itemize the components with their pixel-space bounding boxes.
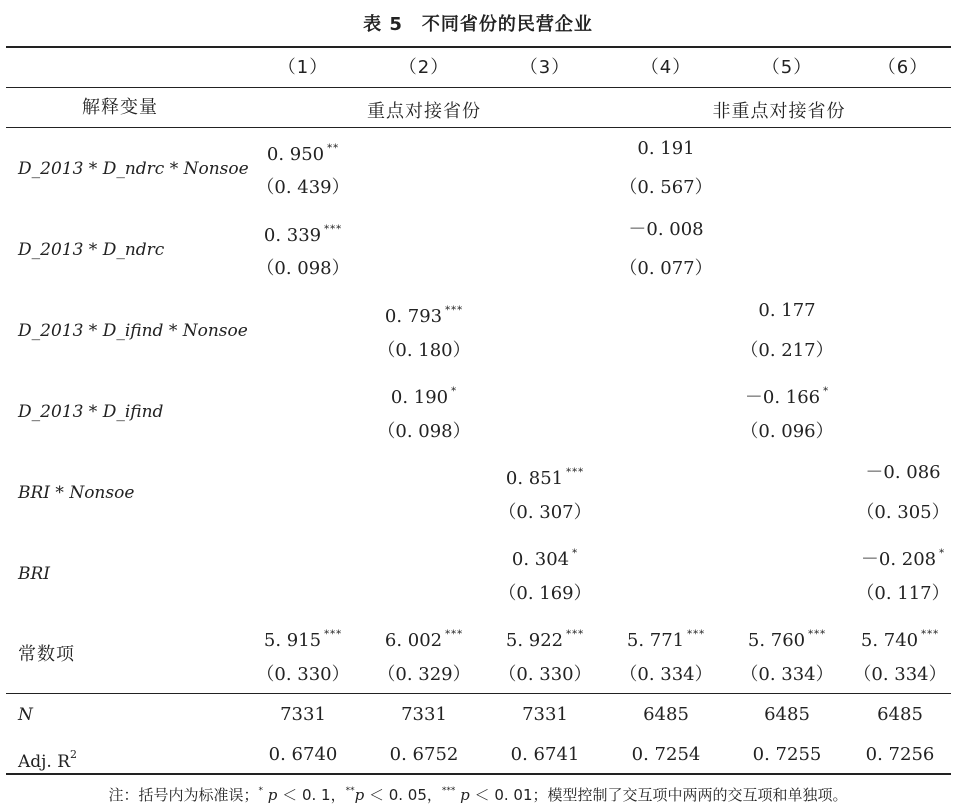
n-cell: 7331 [522,704,568,725]
coef-cell: 0. 191 [637,138,695,159]
se-cell: （0. 330） [498,664,592,685]
se-cell: （0. 567） [619,177,713,198]
se-cell: （0. 098） [256,258,350,279]
coef-cell: 0. 851 *** [505,467,585,489]
se-cell: （0. 329） [377,664,471,685]
coef-cell: －0. 086 [865,462,941,483]
stats-rule [6,693,951,694]
row-label: 常数项 [18,644,75,665]
se-cell: （0. 334） [853,664,947,685]
n-cell: 6485 [643,704,689,725]
coef-cell: －0. 008 [628,219,704,240]
table-footnote: 注：括号内为标准误；* p ＜ 0. 1，**p ＜ 0. 05，*** p ＜ 0. 01；模型控制了交互项中两两的交互项和单独项。 [108,786,848,804]
stat-label-adj-r2: Adj. $R^2$ [18,748,78,772]
table-title: 表 5 不同省份的民营企业 [363,14,593,35]
se-cell: （0. 217） [740,340,834,361]
coef-cell: 0. 304 * [511,548,579,570]
coef-cell: 5. 915 *** [263,629,343,651]
row-label: D_2013 * D_ndrc * Nonsoe [18,159,249,179]
se-cell: （0. 330） [256,664,350,685]
r2-cell: 0. 6740 [268,744,338,765]
coef-cell: －0. 166 * [744,386,830,408]
se-cell: （0. 096） [740,421,834,442]
group-header-key-provinces: 重点对接省份 [367,101,481,122]
se-cell: （0. 334） [740,664,834,685]
n-cell: 6485 [764,704,810,725]
coef-cell: 6. 002 *** [384,629,464,651]
row-label: D_2013 * D_ndrc [18,240,165,260]
se-cell: （0. 117） [856,583,950,604]
column-header-3: （3） [519,57,571,78]
variable-header: 解释变量 [82,97,158,118]
column-header-2: （2） [398,57,450,78]
coef-cell: 5. 922 *** [505,629,585,651]
r2-cell: 0. 6752 [389,744,459,765]
r2-cell: 0. 6741 [510,744,580,765]
group-header-nonkey-provinces: 非重点对接省份 [712,101,846,122]
se-cell: （0. 180） [377,340,471,361]
se-cell: （0. 307） [498,502,592,523]
coef-cell: －0. 208 * [860,548,946,570]
coef-cell: 5. 740 *** [860,629,940,651]
body-top-rule [6,127,951,128]
r2-cell: 0. 7254 [631,744,701,765]
row-label: D_2013 * D_ifind * Nonsoe [18,321,248,341]
se-cell: （0. 169） [498,583,592,604]
column-header-5: （5） [761,57,813,78]
row-label: BRI * Nonsoe [18,483,135,503]
coef-cell: 5. 760 *** [747,629,827,651]
n-cell: 7331 [401,704,447,725]
bottom-rule [6,773,951,775]
se-cell: （0. 439） [256,177,350,198]
row-label: BRI [18,564,51,584]
top-rule [6,46,951,48]
header-rule [6,87,951,88]
column-header-6: （6） [877,57,929,78]
column-header-1: （1） [277,57,329,78]
coef-cell: 5. 771 *** [626,629,706,651]
coef-cell: 0. 339 *** [263,224,343,246]
se-cell: （0. 077） [619,258,713,279]
column-header-4: （4） [640,57,692,78]
se-cell: （0. 334） [619,664,713,685]
coef-cell: 0. 950 ** [266,143,340,165]
coef-cell: 0. 190 * [390,386,458,408]
stat-label-n: N [18,705,33,725]
n-cell: 7331 [280,704,326,725]
row-label: D_2013 * D_ifind [18,402,164,422]
n-cell: 6485 [877,704,923,725]
r2-cell: 0. 7255 [752,744,822,765]
se-cell: （0. 305） [856,502,950,523]
coef-cell: 0. 793 *** [384,305,464,327]
coef-cell: 0. 177 [758,300,816,321]
se-cell: （0. 098） [377,421,471,442]
r2-cell: 0. 7256 [865,744,935,765]
